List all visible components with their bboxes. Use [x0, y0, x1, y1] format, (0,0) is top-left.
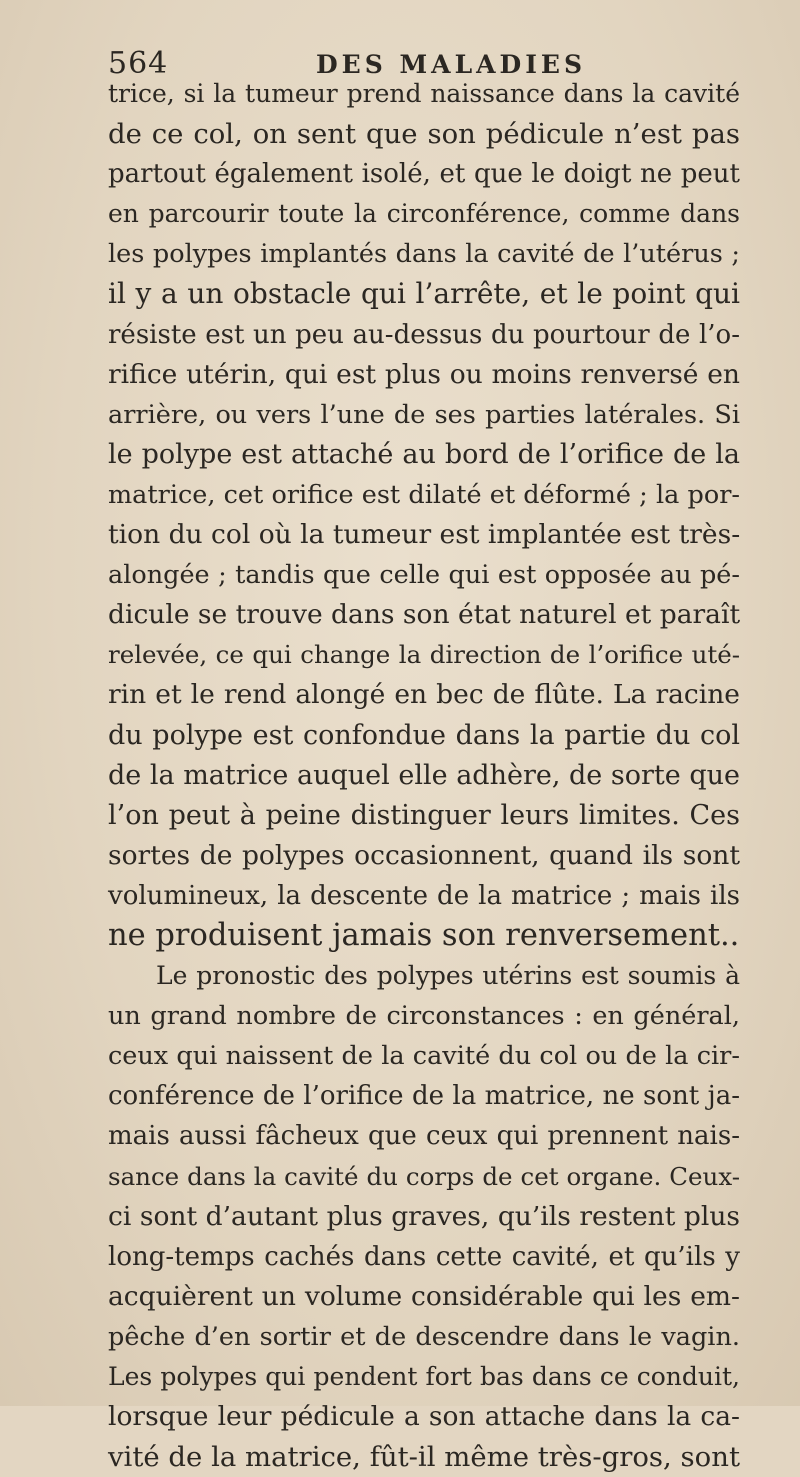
text-line: vité de la matrice, fût-il même très-gros, sont [108, 1441, 740, 1474]
text-line: un grand nombre de circonstances : en général, [108, 1001, 740, 1032]
text-line: le polype est attaché au bord de l’orifice de la [108, 438, 740, 470]
running-head: DES MALADIES [316, 50, 587, 79]
text-line: rifice utérin, qui est plus ou moins renversé en [108, 358, 740, 390]
text-line: il y a un obstacle qui l’arrête, et le point qui [108, 277, 740, 311]
text-line: lorsque leur pédicule a son attache dans la ca- [108, 1401, 740, 1433]
text-line: les polypes implantés dans la cavité de l’utérus ; [108, 239, 740, 270]
text-line: dicule se trouve dans son état naturel et paraît [108, 599, 741, 631]
text-line: rin et le rend alongé en bec de flûte. La racine [108, 679, 740, 711]
text-line: trice, si la tumeur prend naissance dans la cavité [108, 79, 740, 108]
text-line: volumineux, la descente de la matrice ; mais ils [108, 880, 740, 911]
text-line: alongée ; tandis que celle qui est opposée au pé- [108, 560, 740, 591]
text-line: l’on peut à peine distinguer leurs limites. Ces [108, 799, 740, 831]
text-line: du polype est confondue dans la partie du col [108, 719, 740, 751]
text-line: pêche d’en sortir et de descendre dans le vagin. [108, 1321, 740, 1352]
text-line: acquièrent un volume considérable qui les em- [108, 1280, 740, 1312]
text-line: ceux qui naissent de la cavité du col ou de la cir- [108, 1041, 740, 1072]
text-line: mais aussi fâcheux que ceux qui prennent nais- [108, 1121, 740, 1152]
text-line: long-temps cachés dans cette cavité, et qu’ils y [108, 1241, 740, 1272]
text-line: Les polypes qui pendent fort bas dans ce conduit, [108, 1362, 740, 1391]
text-line: relevée, ce qui change la direction de l’orifice uté- [108, 640, 740, 670]
text-line: de la matrice auquel elle adhère, de sorte que [108, 759, 740, 791]
text-line: résiste est un peu au-dessus du pourtour de l’o- [108, 319, 740, 350]
page-number: 564 [108, 46, 169, 81]
paragraph-start-line: Le pronostic des polypes utérins est soumis à [156, 961, 740, 991]
text-line: arrière, ou vers l’une de ses parties latérales. Si [108, 399, 740, 430]
text-line: conférence de l’orifice de la matrice, ne sont ja- [108, 1081, 740, 1112]
text-line: de ce col, on sent que son pédicule n’est pas [108, 118, 740, 151]
text-line: sortes de polypes occasionnent, quand ils sont [108, 839, 740, 871]
text-line: tion du col où la tumeur est implantée est très- [108, 519, 741, 551]
text-line: partout également isolé, et que le doigt ne peut [108, 159, 740, 190]
text-line: ci sont d’autant plus graves, qu’ils restent plus [108, 1200, 740, 1232]
body-text [108, 74, 740, 1477]
text-line: sance dans la cavité du corps de cet organe. Ceux- [108, 1161, 740, 1191]
paragraph-end-line: ne produisent jamais son renversement.. [108, 917, 740, 953]
text-line: en parcourir toute la circonférence, comme dans [108, 199, 740, 229]
text-line: matrice, cet orifice est dilaté et déformé ; la por- [108, 479, 740, 510]
